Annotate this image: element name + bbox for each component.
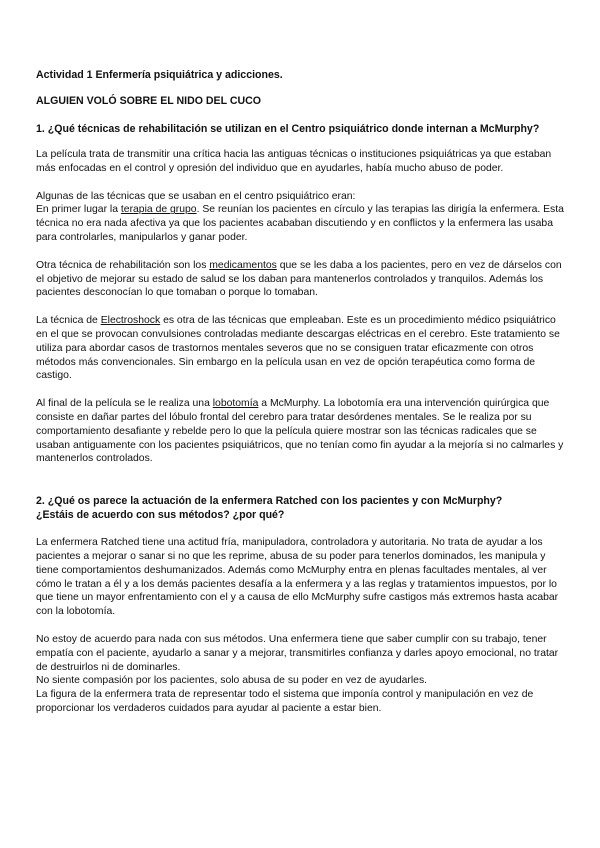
- term-group-therapy: terapia de grupo: [120, 204, 197, 216]
- q1-p5-post: es otra de las técnicas que empleaban. Este es un procedimiento médico psiquiátrico en el que se provocan convulsiones controladas mediante descargas eléctricas en el cerebro. Este tratamiento se utiliza para abordar casos de trastornos mentales severos que no se consiguen tratar eficazmente con otros métodos más convencionales. Sin embargo en la película usan en vez de opción terapéutica como forma de castigo.: [36, 315, 560, 382]
- q1-p6-post: a McMurphy. La lobotomía era una intervención quirúrgica que consiste en dañar partes del lóbulo frontal del cerebro para tratar desórdenes mentales. Se le realiza por su comportamiento desafiante y rebelde pero lo que la película quiere mostrar son las técnicas radicales que se usaban antiguamente con los pacientes psiquiátricos, que no tenían como fin ayudar a la mejoría si no calmarles y mantenerlos controlados.: [36, 398, 564, 465]
- q2-paragraph-compassion: No siente compasión por los pacientes, solo abusa de su poder en vez de ayudarles.: [36, 675, 428, 687]
- question-2-line-2: ¿Estáis de acuerdo con sus métodos? ¿por qué?: [36, 509, 285, 522]
- film-title: ALGUIEN VOLÓ SOBRE EL NIDO DEL CUCO: [36, 95, 262, 107]
- q1-paragraph-medication: [36, 259, 566, 300]
- term-electroshock: Electroshock: [100, 315, 161, 327]
- q2-paragraph-opinion: No estoy de acuerdo para nada con sus métodos. Una enfermera tiene que saber cumplir con su trabajo, tener empatía con el paciente, ayudarlo a sanar y a mejorar, transmitirles confianza y darles apoyo emocional, no tratar de destruirlos ni de dominarles.: [36, 633, 559, 673]
- question-1: 1. ¿Qué técnicas de rehabilitación se utilizan en el Centro psiquiátrico donde internan a McMurphy?: [36, 123, 540, 135]
- q1-p4-post: que se les daba a los pacientes, pero en vez de dárselos con el objetivo de mejorar su estado de salud se los daban para mantenerlos controlados y tranquilos. Además los pacientes desconocían lo que tomaban o porque lo tomaban.: [36, 259, 562, 299]
- q1-paragraph-intro: La película trata de transmitir una crítica hacia las antiguas técnicas o instituciones psiquiátricas ya que estaban más enfocadas en el control y opresión del individuo que en ayudarles, había mucho abuso de poder.: [36, 149, 552, 174]
- term-medication: medicamentos: [209, 259, 277, 271]
- q2-paragraph-attitude: La enfermera Ratched tiene una actitud fría, manipuladora, controladora y autoritaria. No trata de ayudar a los pacientes a mejorar o sanar si no que les reprime, abusa de su poder para tenerlos dominados, les manipula y tiene comportamientos deshumanizados. Además como McMurphy entra en plenas facultades mentales, al ver cómo le tratan a él y a los demás pacientes desafía a la enfermera y a las reglas y tratamientos impuestos, por lo que tiene un mayor enfrentamiento con el y a causa de ello McMurphy sufre castigos más extremos hasta acabar con la lobotomía.: [36, 537, 559, 618]
- q1-p3-pre: En primer lugar la: [36, 204, 121, 216]
- q1-paragraph-group-therapy: [36, 203, 566, 244]
- document-page: [36, 68, 566, 730]
- term-lobotomy: lobotomía: [212, 398, 259, 410]
- q2-paragraph-system: La figura de la enfermera trata de representar todo el sistema que imponía control y manipulación en vez de proporcionar los verdaderos cuidados para ayudar al paciente a estar bien.: [36, 689, 534, 714]
- q1-paragraph-lobotomy: [36, 397, 566, 466]
- q1-p4-pre: Otra técnica de rehabilitación son los: [36, 259, 210, 271]
- q1-paragraph-list-intro: Algunas de las técnicas que se usaban en el centro psiquiátrico eran:: [36, 190, 356, 202]
- q1-p6-pre: Al final de la película se le realiza una: [36, 398, 213, 410]
- activity-title: Actividad 1 Enfermería psiquiátrica y adicciones.: [36, 69, 283, 81]
- question-2-line-1: 2. ¿Qué os parece la actuación de la enfermera Ratched con los pacientes y con McMurphy?: [36, 495, 503, 508]
- question-2: [36, 494, 566, 522]
- q1-p5-pre: La técnica de: [36, 315, 101, 327]
- q1-p3-post: . Se reunían los pacientes en círculo y las terapias las dirigía la enfermera. Esta técnica no era nada afectiva ya que los pacientes acababan discutiendo y en conflictos y la enfermera las usaba para controlarles, manipularlos y ganar poder.: [36, 204, 564, 243]
- q1-paragraph-electroshock: [36, 314, 566, 383]
